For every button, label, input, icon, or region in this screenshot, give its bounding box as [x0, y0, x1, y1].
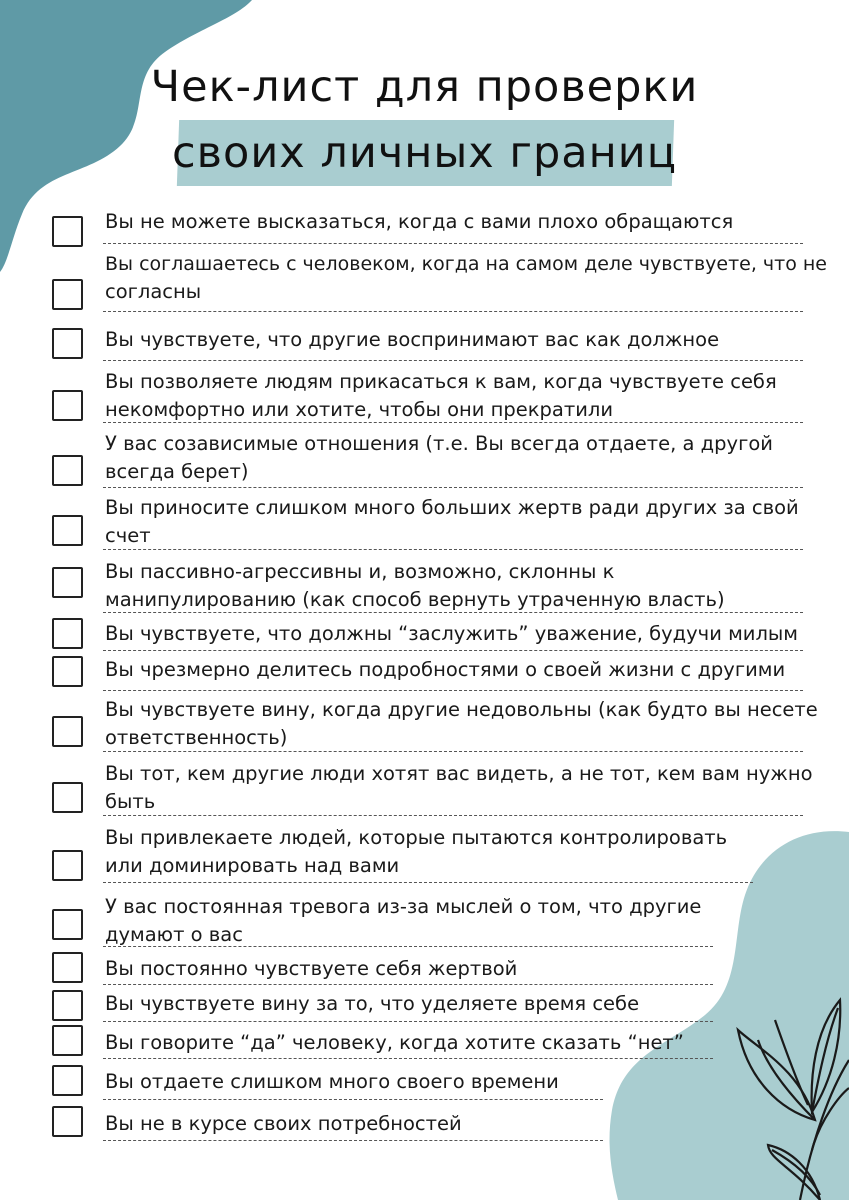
checklist-item-text: Вы чувствуете вину за то, что уделяете время себе [105, 992, 640, 1015]
dashed-rule [103, 243, 803, 244]
dashed-rule [103, 422, 803, 423]
page-title-line-2: своих личных границ [172, 128, 677, 178]
checklist-item-text: Вы постоянно чувствуете себя жертвой [105, 957, 518, 980]
checklist-item-text: Вы соглашаетесь с человеком, когда на самом деле чувствуете, что не [105, 253, 827, 275]
dashed-rule [103, 612, 803, 613]
checkbox[interactable] [52, 1025, 83, 1056]
dashed-rule [103, 549, 803, 550]
checklist-item-text: Вы чувствуете вину, когда другие недовольны (как будто вы несете [105, 698, 818, 721]
checklist-item-text: манипулированию (как способ вернуть утраченную власть) [105, 588, 725, 611]
checklist-item-text: Вы позволяете людям прикасаться к вам, когда чувствуете себя [105, 370, 777, 393]
checkbox[interactable] [52, 850, 83, 881]
checklist-item-text: думают о вас [105, 923, 243, 946]
dashed-rule [103, 1021, 713, 1022]
dashed-rule [103, 360, 803, 361]
dashed-rule [103, 946, 713, 947]
checkbox[interactable] [52, 216, 83, 247]
dashed-rule [103, 882, 753, 883]
checklist-item-text: Вы чрезмерно делитесь подробностями о своей жизни с другими [105, 658, 786, 681]
checkbox[interactable] [52, 515, 83, 546]
checklist-item-text: или доминировать над вами [105, 854, 400, 877]
checkbox[interactable] [52, 782, 83, 813]
dashed-rule [103, 1058, 713, 1059]
checklist-item-text: Вы приносите слишком много больших жертв ради других за свой [105, 496, 799, 519]
dashed-rule [103, 311, 803, 312]
checkbox[interactable] [52, 909, 83, 940]
checklist-item-text: счет [105, 524, 151, 547]
checkbox[interactable] [52, 952, 83, 983]
checklist-item-text: Вы говорите “да” человеку, когда хотите сказать “нет” [105, 1031, 684, 1054]
page-title-line-1: Чек-лист для проверки [150, 62, 699, 112]
dashed-rule [103, 1099, 603, 1100]
checkbox[interactable] [52, 567, 83, 598]
checklist-item-text: Вы чувствуете, что должны “заслужить” уважение, будучи милым [105, 622, 799, 645]
checklist-item-text: У вас созависимые отношения (т.е. Вы всегда отдаете, а другой [105, 432, 773, 455]
checkbox[interactable] [52, 1065, 83, 1096]
checklist-item-text: Вы привлекаете людей, которые пытаются контролировать [105, 826, 728, 849]
checkbox[interactable] [52, 716, 83, 747]
checklist-item-text: У вас постоянная тревога из-за мыслей о том, что другие [105, 895, 702, 918]
checklist-item-text: Вы отдаете слишком много своего времени [105, 1070, 559, 1093]
checkbox[interactable] [52, 1106, 83, 1137]
checklist-item-text: Вы тот, кем другие люди хотят вас видеть, а не тот, кем вам нужно [105, 762, 813, 785]
checklist-item-text: Вы пассивно-агрессивны и, возможно, склонны к [105, 560, 615, 583]
dashed-rule [103, 751, 803, 752]
dashed-rule [103, 1140, 603, 1141]
dashed-rule [103, 487, 803, 488]
checkbox[interactable] [52, 328, 83, 359]
checklist-item-text: некомфортно или хотите, чтобы они прекратили [105, 398, 614, 421]
checklist-item-text: Вы не в курсе своих потребностей [105, 1112, 462, 1135]
dashed-rule [103, 690, 803, 691]
checkbox[interactable] [52, 390, 83, 421]
checklist-item-text: Вы не можете высказаться, когда с вами плохо обращаются [105, 210, 734, 233]
checkbox[interactable] [52, 279, 83, 310]
dashed-rule [103, 984, 713, 985]
checklist-item-text: всегда берет) [105, 460, 249, 483]
checkbox[interactable] [52, 455, 83, 486]
checklist-item-text: ответственность) [105, 726, 288, 749]
checklist-item-text: согласны [105, 280, 202, 303]
checkbox[interactable] [52, 618, 83, 649]
checklist-item-text: Вы чувствуете, что другие воспринимают вас как должное [105, 328, 720, 351]
checkbox[interactable] [52, 990, 83, 1021]
dashed-rule [103, 815, 803, 816]
dashed-rule [103, 650, 803, 651]
checklist-item-text: быть [105, 790, 156, 813]
checkbox[interactable] [52, 656, 83, 687]
